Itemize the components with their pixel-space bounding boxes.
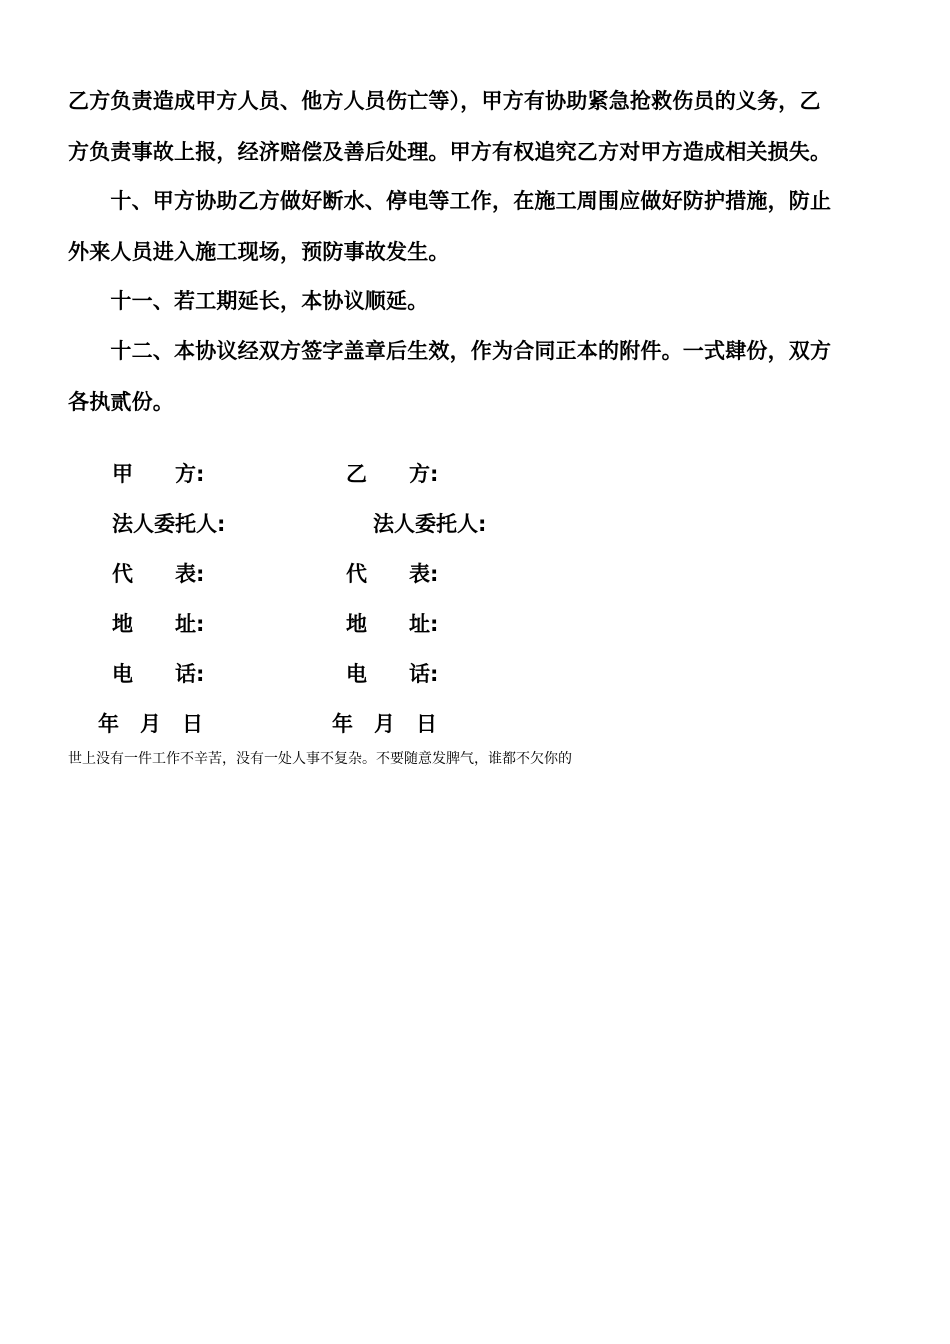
clause-10-line-2: 外来人员进入施工现场，预防事故发生。	[68, 240, 450, 264]
party-b-date-label: 年 月 日	[332, 712, 437, 736]
party-b-address-label: 地 址:	[346, 612, 439, 636]
party-b-phone-label: 电 话:	[346, 662, 439, 686]
party-a-date-label: 年 月 日	[98, 712, 203, 736]
party-b-legal-rep-label: 法人委托人:	[373, 512, 487, 536]
party-a-label: 甲 方:	[112, 462, 205, 486]
clause-12-line-2: 各执贰份。	[68, 390, 174, 414]
clause-10-line-1: 十、甲方协助乙方做好断水、停电等工作，在施工周围应做好防护措施，防止	[68, 189, 832, 213]
party-b-representative-label: 代 表:	[346, 562, 439, 586]
clause-9-line-2: 方负责事故上报，经济赔偿及善后处理。甲方有权追究乙方对甲方造成相关损失。	[68, 140, 832, 164]
party-a-representative-label: 代 表:	[112, 562, 205, 586]
clause-12	[68, 326, 884, 428]
party-a-legal-rep-label: 法人委托人:	[112, 512, 226, 536]
party-b-label: 乙 方:	[346, 462, 439, 486]
footer-quote: 世上没有一件工作不辛苦，没有一处人事不复杂。不要随意发脾气，谁都不欠你的	[68, 751, 572, 767]
party-a-phone-label: 电 话:	[112, 662, 205, 686]
clause-11-line-1: 十一、若工期延长，本协议顺延。	[68, 289, 429, 313]
clause-12-line-1: 十二、本协议经双方签字盖章后生效，作为合同正本的附件。一式肆份，双方	[68, 339, 832, 363]
clause-10	[68, 176, 884, 278]
clause-9-continuation	[68, 76, 884, 178]
party-a-address-label: 地 址:	[112, 612, 205, 636]
clause-11	[68, 276, 884, 327]
clause-9-line-1: 乙方负责造成甲方人员、他方人员伤亡等），甲方有协助紧急抢救伤员的义务，乙	[68, 89, 821, 113]
